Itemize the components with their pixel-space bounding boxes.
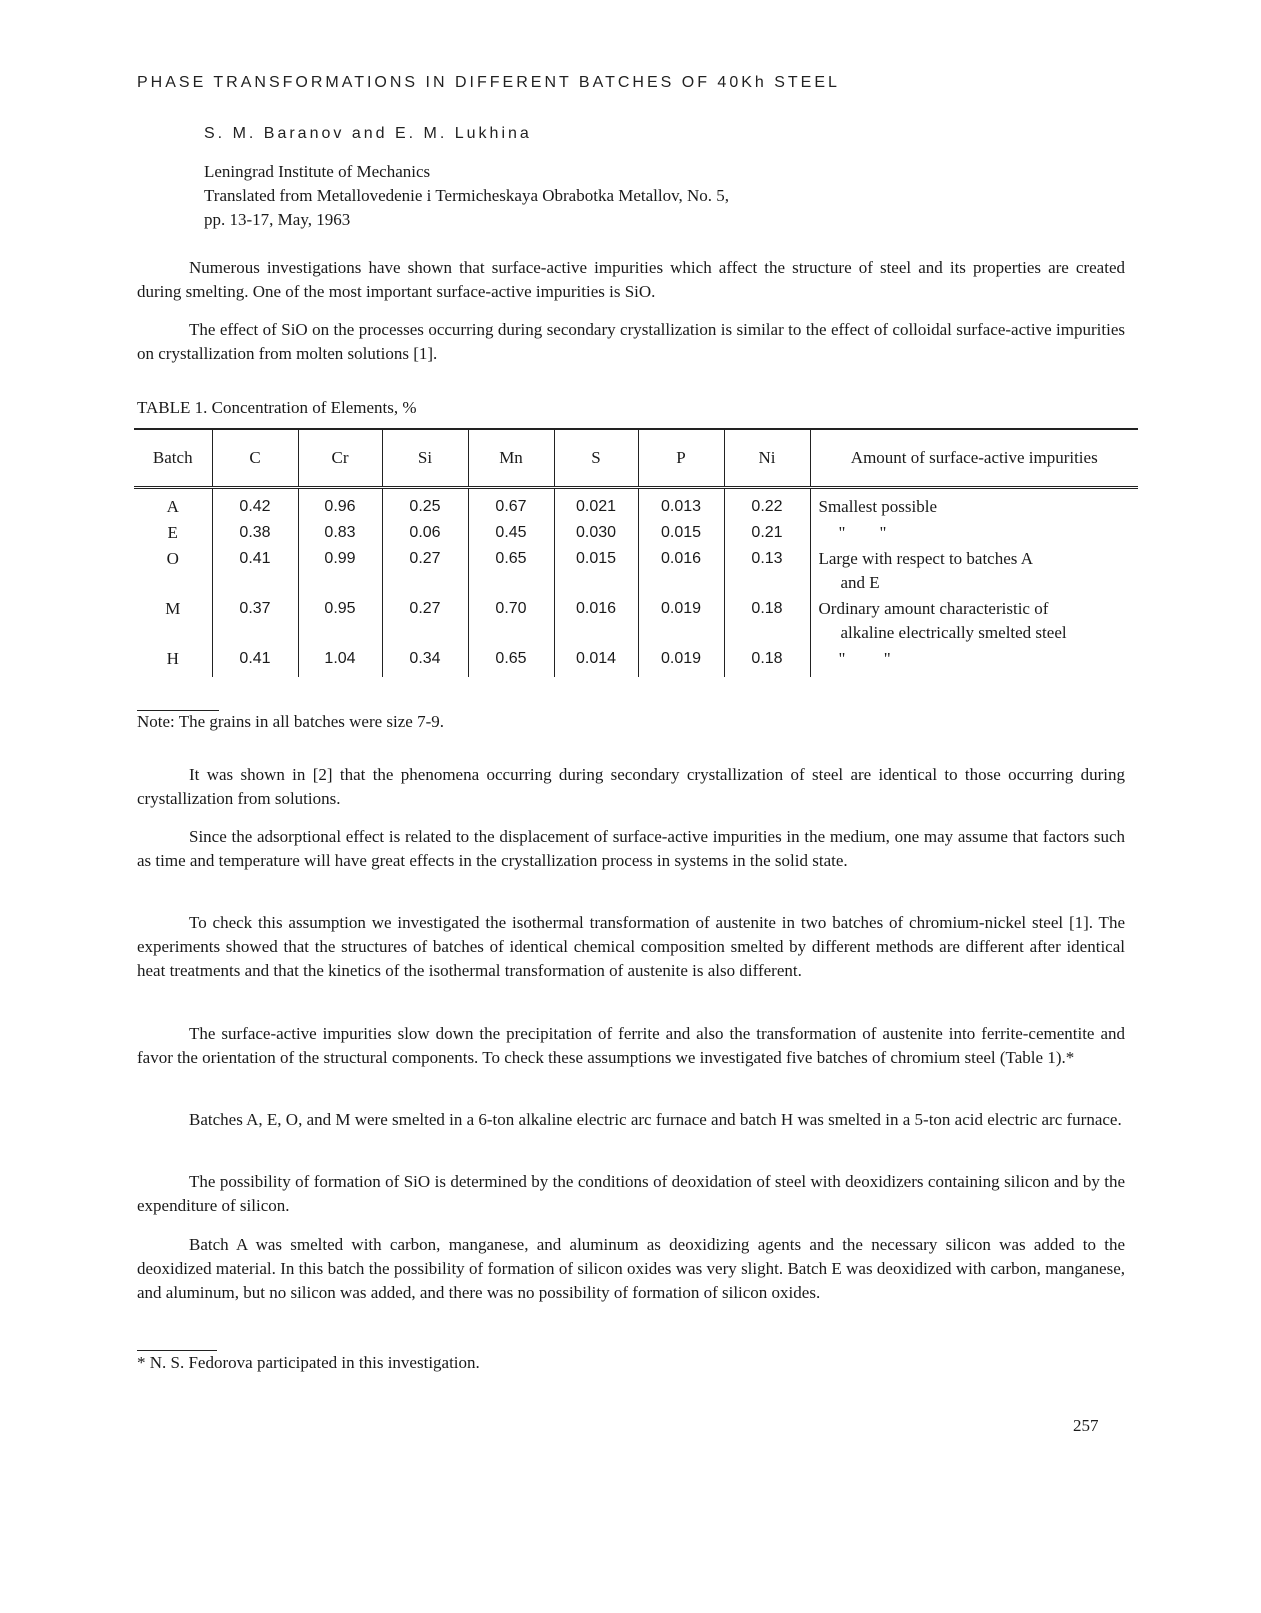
table-header-row — [134, 429, 1138, 488]
header-batch: Batch — [134, 429, 212, 488]
paragraph-text: Batch A was smelted with carbon, manganese, and aluminum as deoxidizing agents and the necessary silicon was added to the deoxidized material. In this batch the possibility of formation of silicon oxides was very slight. Batch E was deoxidized with carbon, manganese, and aluminum, but no silicon was added, and there was no possibility of formation of silicon oxides. — [137, 1235, 1125, 1302]
intro-paragraph-2 — [137, 318, 1125, 366]
cell-s: 0.030 — [554, 521, 638, 547]
paper-title: PHASE TRANSFORMATIONS IN DIFFERENT BATCHES OF 40Kh STEEL — [137, 74, 840, 91]
cell-s: 0.021 — [554, 488, 638, 522]
cell-ni: 0.22 — [724, 488, 810, 522]
cell-cr: 0.95 — [298, 597, 382, 647]
paragraph-text: The surface-active impurities slow down the precipitation of ferrite and also the transformation of austenite into ferrite-cementite and favor the orientation of the structural components. To check these assumptions we investigated five batches of chromium steel (Table 1).* — [137, 1024, 1125, 1067]
cell-ni: 0.21 — [724, 521, 810, 547]
impurities-text-continued: and E — [840, 573, 880, 592]
cell-cr: 0.99 — [298, 547, 382, 597]
table-row — [134, 647, 1138, 677]
intro-paragraph-1 — [137, 256, 1125, 304]
header-p: P — [638, 429, 724, 488]
body-paragraph-2 — [137, 825, 1125, 873]
table-row — [134, 547, 1138, 597]
table-row — [134, 521, 1138, 547]
cell-c: 0.41 — [212, 547, 298, 597]
header-cr: Cr — [298, 429, 382, 488]
impurities-text: " " — [838, 523, 887, 542]
cell-mn: 0.70 — [468, 597, 554, 647]
cell-batch: O — [166, 549, 179, 568]
cell-impurities — [810, 647, 1138, 677]
paragraph-text: The effect of SiO on the processes occurring during secondary crystallization is similar to the effect of colloidal surface-active impurities on crystallization from molten solutions [1]. — [137, 320, 1125, 363]
cell-s: 0.016 — [554, 597, 638, 647]
paragraph-text: The possibility of formation of SiO is determined by the conditions of deoxidation of steel with deoxidizers containing silicon and by the expenditure of silicon. — [137, 1172, 1125, 1215]
page-number: 257 — [1073, 1416, 1099, 1435]
cell-cr: 0.83 — [298, 521, 382, 547]
note-rule — [137, 710, 219, 711]
cell-p: 0.019 — [638, 647, 724, 677]
affiliation: Leningrad Institute of Mechanics — [204, 162, 431, 181]
table-row — [134, 488, 1138, 522]
cell-ni: 0.18 — [724, 647, 810, 677]
concentration-table — [134, 428, 1138, 677]
cell-impurities — [810, 597, 1138, 647]
cell-si: 0.34 — [382, 647, 468, 677]
cell-batch: E — [167, 523, 178, 542]
translation-pages: pp. 13-17, May, 1963 — [204, 210, 351, 229]
paragraph-text: Numerous investigations have shown that surface-active impurities which affect the structure of steel and its properties are created during smelting. One of the most important surface-active impurities is SiO. — [137, 258, 1125, 301]
cell-si: 0.27 — [382, 597, 468, 647]
table-caption: TABLE 1. Concentration of Elements, % — [137, 398, 417, 417]
paragraph-text: Batches A, E, O, and M were smelted in a 6-ton alkaline electric arc furnace and batch H was smelted in a 5-ton acid electric arc furnace. — [189, 1110, 1122, 1129]
authors: S. M. Baranov and E. M. Lukhina — [204, 125, 532, 142]
affiliation-block — [204, 160, 729, 232]
header-s: S — [554, 429, 638, 488]
body-paragraph-6 — [137, 1170, 1125, 1218]
cell-c: 0.42 — [212, 488, 298, 522]
cell-si: 0.06 — [382, 521, 468, 547]
header-si: Si — [382, 429, 468, 488]
cell-c: 0.38 — [212, 521, 298, 547]
cell-impurities — [810, 547, 1138, 597]
cell-mn: 0.67 — [468, 488, 554, 522]
impurities-text: Ordinary amount characteristic of — [818, 599, 1049, 618]
header-ni: Ni — [724, 429, 810, 488]
paragraph-text: It was shown in [2] that the phenomena occurring during secondary crystallization of steel are identical to those occurring during crystallization from solutions. — [137, 765, 1125, 808]
impurities-text-continued: alkaline electrically smelted steel — [840, 623, 1067, 642]
impurities-text: Large with respect to batches A — [818, 549, 1033, 568]
cell-batch: H — [166, 649, 179, 668]
body-paragraph-7 — [137, 1233, 1125, 1305]
cell-impurities — [810, 488, 1138, 522]
cell-p: 0.013 — [638, 488, 724, 522]
cell-ni: 0.18 — [724, 597, 810, 647]
footnote-rule — [137, 1350, 217, 1351]
cell-s: 0.014 — [554, 647, 638, 677]
cell-p: 0.016 — [638, 547, 724, 597]
cell-mn: 0.65 — [468, 647, 554, 677]
cell-p: 0.015 — [638, 521, 724, 547]
table-row — [134, 597, 1138, 647]
header-impurities: Amount of surface-active impurities — [810, 429, 1138, 488]
body-paragraph-4 — [137, 1022, 1125, 1070]
header-mn: Mn — [468, 429, 554, 488]
cell-impurities — [810, 521, 1138, 547]
paragraph-text: Since the adsorptional effect is related to the displacement of surface-active impurities in the medium, one may assume that factors such as time and temperature will have great effects in the crystallization process in systems in the solid state. — [137, 827, 1125, 870]
footnote: * N. S. Fedorova participated in this investigation. — [137, 1353, 480, 1372]
cell-s: 0.015 — [554, 547, 638, 597]
table-note: Note: The grains in all batches were size 7-9. — [137, 712, 444, 731]
cell-p: 0.019 — [638, 597, 724, 647]
cell-si: 0.25 — [382, 488, 468, 522]
cell-si: 0.27 — [382, 547, 468, 597]
cell-mn: 0.45 — [468, 521, 554, 547]
header-c: C — [212, 429, 298, 488]
impurities-text: Smallest possible — [818, 497, 938, 516]
cell-cr: 1.04 — [298, 647, 382, 677]
body-paragraph-3 — [137, 911, 1125, 983]
translation-source: Translated from Metallovedenie i Termicheskaya Obrabotka Metallov, No. 5, — [204, 186, 730, 205]
body-paragraph-1 — [137, 763, 1125, 811]
cell-c: 0.37 — [212, 597, 298, 647]
impurities-text: " " — [838, 649, 891, 668]
cell-batch: M — [165, 599, 181, 618]
body-paragraph-5 — [137, 1108, 1125, 1132]
cell-ni: 0.13 — [724, 547, 810, 597]
paragraph-text: To check this assumption we investigated the isothermal transformation of austenite in two batches of chromium-nickel steel [1]. The experiments showed that the structures of batches of identical chemical composition smelted by different methods are different after identical heat treatments and that the kinetics of the isothermal transformation of austenite is also different. — [137, 913, 1125, 980]
cell-c: 0.41 — [212, 647, 298, 677]
cell-mn: 0.65 — [468, 547, 554, 597]
cell-batch: A — [166, 497, 179, 516]
cell-cr: 0.96 — [298, 488, 382, 522]
